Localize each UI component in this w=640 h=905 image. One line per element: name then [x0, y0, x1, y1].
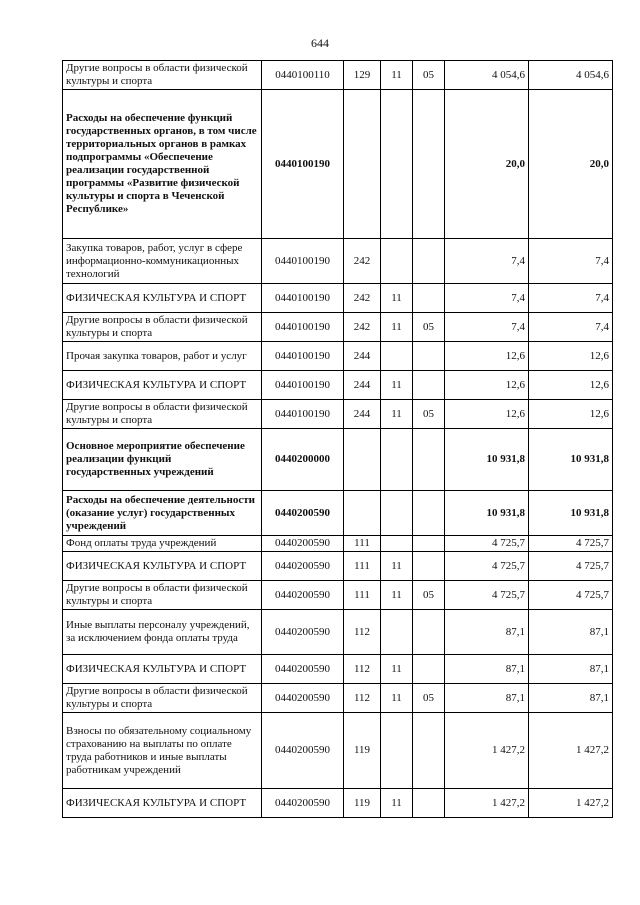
- table-row: [63, 610, 613, 655]
- row-subsection: [413, 342, 445, 371]
- row-subsection: [413, 552, 445, 581]
- row-subsection: [413, 429, 445, 491]
- row-name: Закупка товаров, работ, услуг в сфере информационно-коммуникационных технологий: [63, 239, 262, 284]
- row-amount-1: 1 427,2: [445, 713, 529, 789]
- row-code: 0440200590: [262, 581, 344, 610]
- row-amount-2: 10 931,8: [529, 491, 613, 536]
- row-code: 0440200590: [262, 552, 344, 581]
- row-subsection: [413, 610, 445, 655]
- row-code: 0440200590: [262, 684, 344, 713]
- row-name: Другие вопросы в области физической культуры и спорта: [63, 61, 262, 90]
- row-name: Другие вопросы в области физической культуры и спорта: [63, 684, 262, 713]
- row-amount-2: 87,1: [529, 655, 613, 684]
- row-section: [381, 713, 413, 789]
- row-code: 0440100190: [262, 239, 344, 284]
- row-expense-type: 129: [344, 61, 381, 90]
- row-subsection: [413, 239, 445, 284]
- row-expense-type: 119: [344, 789, 381, 818]
- row-amount-2: 12,6: [529, 400, 613, 429]
- row-name: ФИЗИЧЕСКАЯ КУЛЬТУРА И СПОРТ: [63, 789, 262, 818]
- row-expense-type: [344, 429, 381, 491]
- row-amount-1: 12,6: [445, 400, 529, 429]
- row-code: 0440100190: [262, 371, 344, 400]
- row-subsection: [413, 536, 445, 552]
- row-expense-type: 112: [344, 610, 381, 655]
- table-row: [63, 655, 613, 684]
- table-row: [63, 239, 613, 284]
- row-name: ФИЗИЧЕСКАЯ КУЛЬТУРА И СПОРТ: [63, 552, 262, 581]
- row-section: [381, 239, 413, 284]
- row-section: 11: [381, 684, 413, 713]
- row-subsection: 05: [413, 400, 445, 429]
- row-amount-1: 87,1: [445, 684, 529, 713]
- table-row: [63, 284, 613, 313]
- row-section: 11: [381, 284, 413, 313]
- row-subsection: [413, 655, 445, 684]
- row-name: ФИЗИЧЕСКАЯ КУЛЬТУРА И СПОРТ: [63, 284, 262, 313]
- table-row: [63, 552, 613, 581]
- row-subsection: [413, 371, 445, 400]
- table-row: [63, 491, 613, 536]
- row-expense-type: 244: [344, 342, 381, 371]
- row-section: [381, 491, 413, 536]
- row-section: [381, 536, 413, 552]
- row-name: ФИЗИЧЕСКАЯ КУЛЬТУРА И СПОРТ: [63, 371, 262, 400]
- row-name: Иные выплаты персоналу учреждений, за исключением фонда оплаты труда: [63, 610, 262, 655]
- row-section: 11: [381, 789, 413, 818]
- row-name: Другие вопросы в области физической культуры и спорта: [63, 313, 262, 342]
- row-subsection: [413, 713, 445, 789]
- row-expense-type: [344, 491, 381, 536]
- row-code: 0440200590: [262, 536, 344, 552]
- table-row: [63, 713, 613, 789]
- row-amount-2: 4 725,7: [529, 552, 613, 581]
- table-row: [63, 90, 613, 239]
- row-amount-1: 1 427,2: [445, 789, 529, 818]
- row-amount-1: 20,0: [445, 90, 529, 239]
- row-name: Расходы на обеспечение деятельности (оказание услуг) государственных учреждений: [63, 491, 262, 536]
- row-section: [381, 610, 413, 655]
- row-amount-2: 7,4: [529, 313, 613, 342]
- row-code: 0440100190: [262, 284, 344, 313]
- row-amount-2: 12,6: [529, 371, 613, 400]
- row-code: 0440100190: [262, 342, 344, 371]
- row-name: Взносы по обязательному социальному страхованию на выплаты по оплате труда работников и иные выплаты работникам учреждений: [63, 713, 262, 789]
- row-amount-1: 4 725,7: [445, 536, 529, 552]
- row-amount-1: 12,6: [445, 371, 529, 400]
- row-section: 11: [381, 400, 413, 429]
- row-amount-2: 1 427,2: [529, 789, 613, 818]
- row-expense-type: 111: [344, 581, 381, 610]
- table-row: [63, 536, 613, 552]
- row-amount-1: 10 931,8: [445, 429, 529, 491]
- row-amount-1: 7,4: [445, 239, 529, 284]
- row-amount-1: 7,4: [445, 284, 529, 313]
- row-section: 11: [381, 61, 413, 90]
- row-name: Расходы на обеспечение функций государственных органов, в том числе территориальных органов в рамках подпрограммы «Обеспечение реализации государственной программы «Развитие физической культуры и спорта в Чеченской Республике»: [63, 90, 262, 239]
- row-section: 11: [381, 581, 413, 610]
- row-subsection: [413, 284, 445, 313]
- row-amount-2: 87,1: [529, 610, 613, 655]
- table-row: [63, 684, 613, 713]
- row-code: 0440100190: [262, 313, 344, 342]
- row-amount-1: 12,6: [445, 342, 529, 371]
- row-expense-type: [344, 90, 381, 239]
- budget-table: [62, 60, 613, 818]
- row-section: [381, 90, 413, 239]
- row-expense-type: 244: [344, 371, 381, 400]
- row-amount-2: 10 931,8: [529, 429, 613, 491]
- row-amount-2: 1 427,2: [529, 713, 613, 789]
- row-name: Фонд оплаты труда учреждений: [63, 536, 262, 552]
- table-row: [63, 400, 613, 429]
- table-row: [63, 313, 613, 342]
- row-name: Другие вопросы в области физической культуры и спорта: [63, 400, 262, 429]
- row-amount-2: 4 725,7: [529, 536, 613, 552]
- row-expense-type: 112: [344, 655, 381, 684]
- row-code: 0440200000: [262, 429, 344, 491]
- row-section: [381, 429, 413, 491]
- row-code: 0440200590: [262, 789, 344, 818]
- row-expense-type: 242: [344, 313, 381, 342]
- row-expense-type: 112: [344, 684, 381, 713]
- row-section: [381, 342, 413, 371]
- row-expense-type: 119: [344, 713, 381, 789]
- row-amount-2: 20,0: [529, 90, 613, 239]
- row-name: Основное мероприятие обеспечение реализации функций государственных учреждений: [63, 429, 262, 491]
- row-amount-1: 10 931,8: [445, 491, 529, 536]
- row-code: 0440100190: [262, 90, 344, 239]
- row-name: Другие вопросы в области физической культуры и спорта: [63, 581, 262, 610]
- row-section: 11: [381, 655, 413, 684]
- row-amount-2: 12,6: [529, 342, 613, 371]
- table-row: [63, 371, 613, 400]
- row-subsection: 05: [413, 313, 445, 342]
- row-name: Прочая закупка товаров, работ и услуг: [63, 342, 262, 371]
- row-amount-1: 4 725,7: [445, 581, 529, 610]
- table-row: [63, 61, 613, 90]
- row-amount-2: 4 725,7: [529, 581, 613, 610]
- row-expense-type: 111: [344, 552, 381, 581]
- row-amount-1: 7,4: [445, 313, 529, 342]
- row-amount-1: 4 725,7: [445, 552, 529, 581]
- row-code: 0440100110: [262, 61, 344, 90]
- row-amount-1: 87,1: [445, 610, 529, 655]
- table-body: [63, 61, 613, 818]
- row-subsection: [413, 491, 445, 536]
- page-number: 644: [311, 36, 329, 50]
- table-row: [63, 429, 613, 491]
- row-expense-type: 244: [344, 400, 381, 429]
- row-subsection: 05: [413, 61, 445, 90]
- row-section: 11: [381, 371, 413, 400]
- row-code: 0440200590: [262, 610, 344, 655]
- row-code: 0440200590: [262, 655, 344, 684]
- row-section: 11: [381, 313, 413, 342]
- row-subsection: [413, 789, 445, 818]
- row-subsection: 05: [413, 581, 445, 610]
- row-subsection: [413, 90, 445, 239]
- row-amount-1: 87,1: [445, 655, 529, 684]
- row-name: ФИЗИЧЕСКАЯ КУЛЬТУРА И СПОРТ: [63, 655, 262, 684]
- row-amount-2: 7,4: [529, 284, 613, 313]
- row-expense-type: 111: [344, 536, 381, 552]
- row-code: 0440200590: [262, 491, 344, 536]
- row-subsection: 05: [413, 684, 445, 713]
- row-amount-1: 4 054,6: [445, 61, 529, 90]
- row-section: 11: [381, 552, 413, 581]
- table-row: [63, 342, 613, 371]
- table-row: [63, 581, 613, 610]
- row-amount-2: 7,4: [529, 239, 613, 284]
- row-amount-2: 4 054,6: [529, 61, 613, 90]
- row-amount-2: 87,1: [529, 684, 613, 713]
- row-code: 0440200590: [262, 713, 344, 789]
- table-row: [63, 789, 613, 818]
- row-expense-type: 242: [344, 284, 381, 313]
- row-code: 0440100190: [262, 400, 344, 429]
- row-expense-type: 242: [344, 239, 381, 284]
